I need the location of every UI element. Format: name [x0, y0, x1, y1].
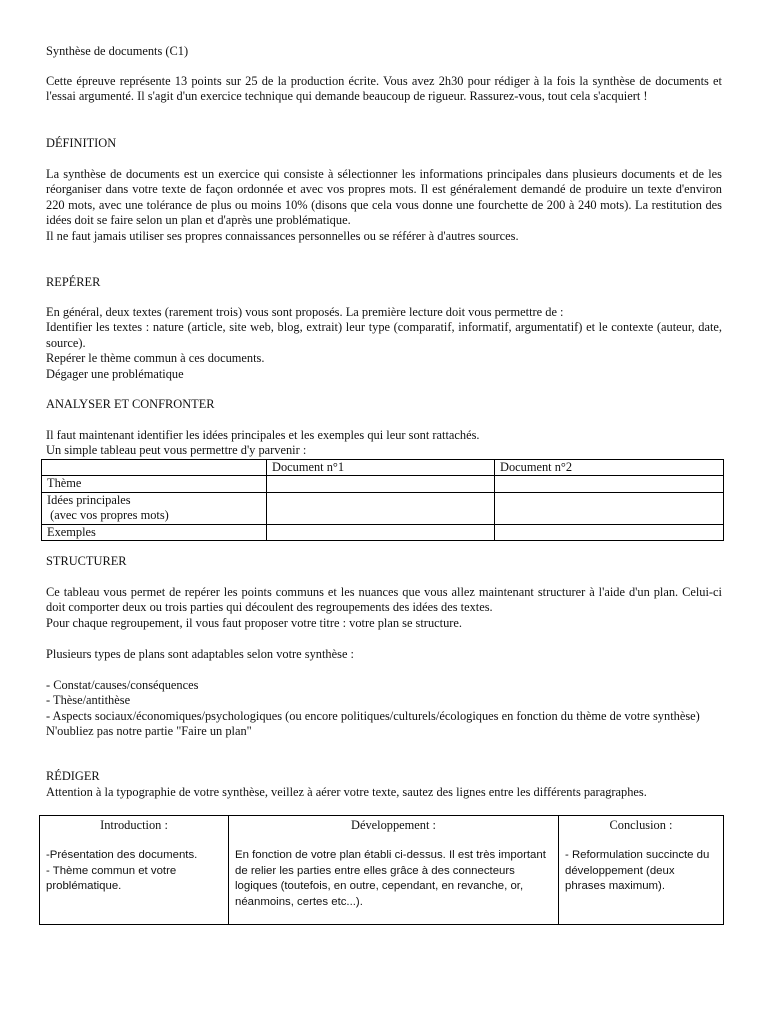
- ideas-sublabel: (avec vos propres mots): [47, 508, 169, 523]
- structurer-paragraph-2: Pour chaque regroupement, il vous faut proposer votre titre : votre plan se structure.: [46, 615, 462, 630]
- development-text: En fonction de votre plan établi ci-dessus. Il est très important de relier les parties entre elles grâce à des connecteurs logiques (toutefois, en outre, cependant, en revanche, or, néanmoins, certes etc...).: [235, 849, 546, 908]
- ideas-label: Idées principales: [47, 492, 131, 507]
- development-header: Développement :: [351, 818, 436, 832]
- table-row-label-examples: Exemples: [42, 524, 267, 540]
- structurer-section: [46, 585, 722, 631]
- analyser-section: [46, 428, 722, 459]
- reperer-section: [46, 305, 722, 382]
- rediger-paragraph: Attention à la typographie de votre synthèse, veillez à aérer votre texte, sautez des lignes entre les différents paragraphes.: [46, 785, 647, 799]
- table-row-label-ideas: [42, 492, 267, 524]
- analyser-line-1: Il faut maintenant identifier les idées principales et les exemples qui leur sont rattachés.: [46, 428, 480, 442]
- table-cell: [42, 460, 267, 476]
- reperer-heading: REPÉRER: [46, 275, 101, 289]
- conclusion-column: [559, 816, 724, 925]
- reperer-line-2: Identifier les textes : nature (article, site web, blog, extrait) leur type (comparatif, informatif, argumentatif) et le contexte (auteur, date, source).: [46, 320, 722, 350]
- table-row: [42, 460, 724, 476]
- table-header-document-2: Document n°2: [495, 460, 724, 476]
- table-row: [42, 524, 724, 540]
- introduction-item-2: - Thème commun et votre problématique.: [46, 864, 177, 893]
- table-row-label-theme: Thème: [42, 476, 267, 492]
- table-cell: [267, 476, 495, 492]
- table-cell: [495, 524, 724, 540]
- table-cell: [495, 492, 724, 524]
- list-item: - Aspects sociaux/économiques/psychologiques (ou encore politiques/culturels/écologiques en fonction du thème de votre synthèse): [46, 708, 700, 723]
- comparison-table: [41, 459, 724, 541]
- table-cell: [495, 476, 724, 492]
- list-item: - Thèse/antithèse: [46, 693, 131, 708]
- plan-types-list: [46, 678, 722, 740]
- rediger-heading: RÉDIGER: [46, 769, 100, 783]
- definition-rule: Il ne faut jamais utiliser ses propres connaissances personnelles ou se référer à d'autres sources.: [46, 228, 519, 243]
- analyser-heading: ANALYSER ET CONFRONTER: [46, 397, 215, 411]
- intro-paragraph: Cette épreuve représente 13 points sur 25 de la production écrite. Vous avez 2h30 pour rédiger à la fois la synthèse de documents et l'essai argumenté. Il s'agit d'un exercice technique qui demande beaucoup de rigueur. Rassurez-vous, tout cela s'acquiert !: [46, 74, 722, 104]
- reperer-line-3: Repérer le thème commun à ces documents.: [46, 351, 265, 366]
- table-cell: [267, 492, 495, 524]
- conclusion-text: - Reformulation succincte du développement (deux phrases maximum).: [565, 849, 710, 893]
- document-title: Synthèse de documents (C1): [46, 44, 189, 58]
- plan-types-intro: Plusieurs types de plans sont adaptables selon votre synthèse :: [46, 647, 354, 661]
- list-item: - Constat/causes/conséquences: [46, 678, 199, 692]
- development-column: [229, 816, 559, 925]
- reperer-line-1: En général, deux textes (rarement trois) vous sont proposés. La première lecture doit vous permettre de :: [46, 305, 564, 319]
- introduction-column: [40, 816, 229, 925]
- introduction-item-1: -Présentation des documents.: [46, 849, 198, 862]
- table-row: [40, 816, 724, 925]
- definition-paragraph: La synthèse de documents est un exercice qui consiste à sélectionner les informations principales dans plusieurs documents et de les réorganiser dans votre texte de façon ordonnée et avec vos propres mots. Il est généralement demandé de produire un texte d'environ 220 mots, avec une tolérance de plus ou moins 10% (disons que cela vous donne une fourchette de 200 à 240 mots). La restitution des idées doit se faire selon un plan et d'après une problématique.: [46, 167, 722, 228]
- introduction-header: Introduction :: [100, 818, 168, 832]
- table-row: [42, 476, 724, 492]
- definition-section: [46, 167, 722, 244]
- conclusion-header: Conclusion :: [609, 818, 673, 832]
- table-cell: [267, 524, 495, 540]
- reperer-line-4: Dégager une problématique: [46, 366, 184, 381]
- structurer-paragraph-1: Ce tableau vous permet de repérer les points communs et les nuances que vous allez maintenant structurer à l'aide d'un plan. Celui-ci doit comporter deux ou trois parties qui découlent des regroupements des idées des textes.: [46, 585, 722, 615]
- definition-heading: DÉFINITION: [46, 136, 117, 150]
- table-row: [42, 492, 724, 524]
- writing-plan-table: [39, 815, 724, 925]
- plan-reference-note: N'oubliez pas notre partie "Faire un plan": [46, 724, 252, 739]
- analyser-line-2: Un simple tableau peut vous permettre d'y parvenir :: [46, 443, 307, 458]
- structurer-heading: STRUCTURER: [46, 554, 127, 568]
- table-header-document-1: Document n°1: [267, 460, 495, 476]
